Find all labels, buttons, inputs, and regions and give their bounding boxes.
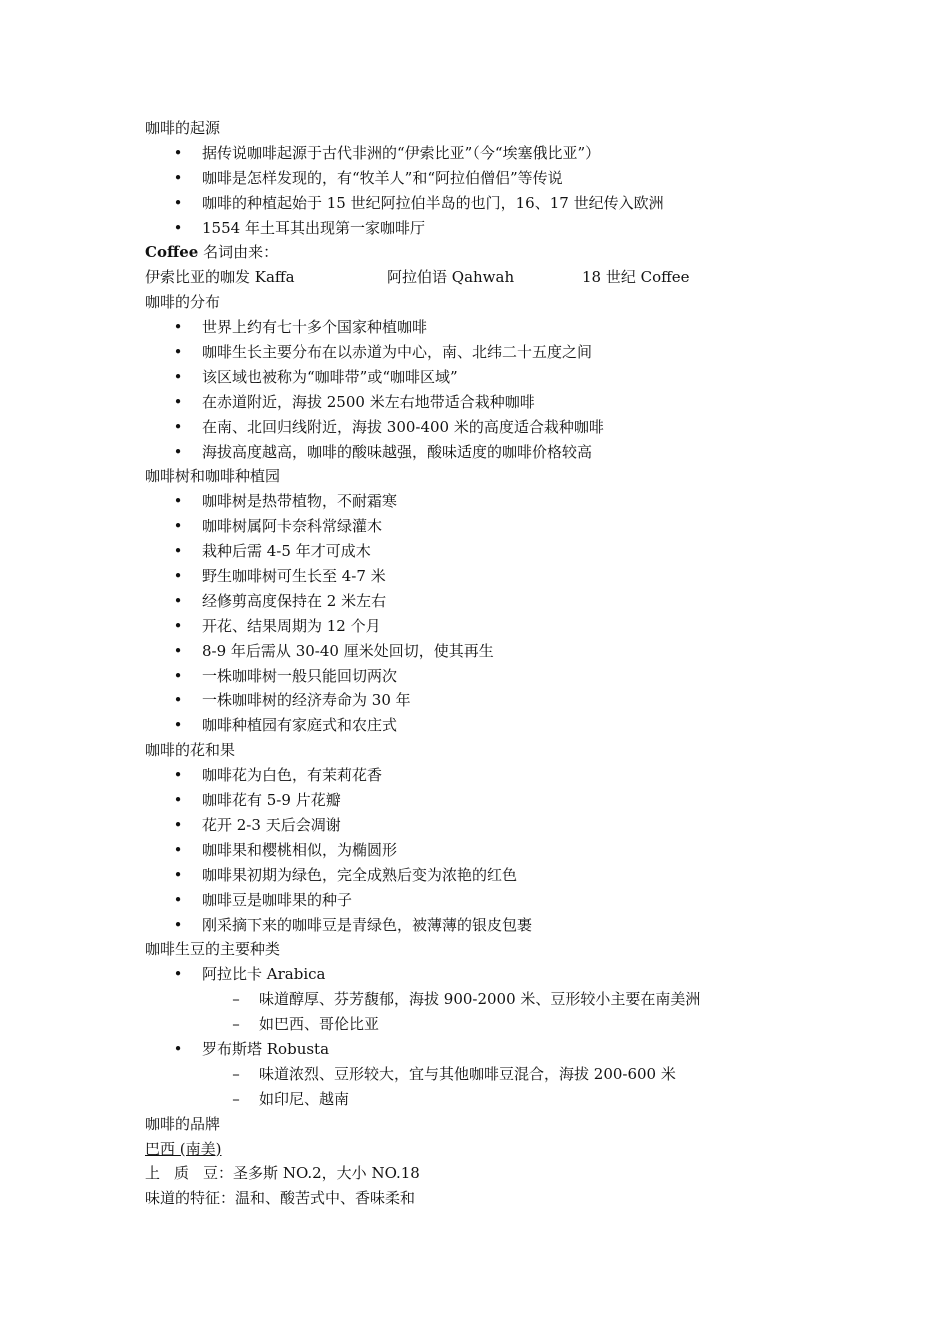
list-item: • 咖啡树属阿卡奈科常绿灌木: [145, 514, 845, 539]
bullet-icon: •: [173, 691, 183, 710]
document-page: [145, 116, 845, 1211]
bullet-icon: •: [173, 193, 183, 212]
bullet-icon: •: [173, 417, 183, 436]
bullet-icon: •: [173, 318, 183, 337]
list-item: • 咖啡果初期为绿色，完全成熟后变为浓艳的红色: [145, 863, 845, 888]
list-item: • 一株咖啡树的经济寿命为 30 年: [145, 688, 845, 713]
list-item: • 在南、北回归线附近，海拔 300-400 米的高度适合栽种咖啡: [145, 415, 845, 440]
section-title-origin: 咖啡的起源: [145, 119, 221, 137]
bullet-icon: •: [173, 343, 183, 362]
bullet-icon: •: [173, 218, 183, 237]
list-item: • 该区域也被称为“咖啡带”或“咖啡区域”: [145, 365, 845, 390]
bullet-icon: •: [173, 666, 183, 685]
list-item: • 世界上约有七十多个国家种植咖啡: [145, 315, 845, 340]
dash-icon: –: [232, 990, 240, 1009]
list-item: • 花开 2-3 天后会凋谢: [145, 813, 845, 838]
coffee-etymology-row: [145, 265, 845, 290]
list-item: • 咖啡的种植起始于 15 世纪阿拉伯半岛的也门，16、17 世纪传入欧洲: [145, 191, 845, 216]
bullet-icon: •: [173, 815, 183, 834]
sub-list-item: – 味道浓烈、豆形较大，宜与其他咖啡豆混合，海拔 200-600 米: [145, 1062, 845, 1087]
bullet-icon: •: [173, 143, 183, 162]
taste-characteristics-line: 味道的特征：温和、酸苦式中、香味柔和: [145, 1189, 416, 1208]
list-item: • 咖啡是怎样发现的，有“牧羊人”和“阿拉伯僧侣”等传说: [145, 166, 845, 191]
bullet-icon: •: [173, 367, 183, 386]
list-item: • 据传说咖啡起源于古代非洲的“伊索比亚”（今“埃塞俄比亚”）: [145, 141, 845, 166]
list-item: • 在赤道附近，海拔 2500 米左右地带适合栽种咖啡: [145, 390, 845, 415]
list-item-arabica: • 阿拉比卡 Arabica: [145, 962, 845, 987]
list-item: • 海拔高度越高，咖啡的酸味越强，酸味适度的咖啡价格较高: [145, 440, 845, 465]
bullet-icon: •: [173, 542, 183, 561]
bullet-icon: •: [173, 517, 183, 536]
list-item: • 8-9 年后需从 30-40 厘米处回切，使其再生: [145, 639, 845, 664]
bullet-icon: •: [173, 616, 183, 635]
bullet-icon: •: [173, 392, 183, 411]
dash-icon: –: [232, 1089, 240, 1108]
bullet-icon: •: [173, 766, 183, 785]
dash-icon: –: [232, 1064, 240, 1083]
bullet-icon: •: [173, 492, 183, 511]
section-title-bean-types: 咖啡生豆的主要种类: [145, 940, 281, 959]
list-item: • 1554 年土耳其出现第一家咖啡厅: [145, 216, 845, 241]
list-item: • 咖啡花为白色，有茉莉花香: [145, 763, 845, 788]
etymology-coffee: 18 世纪 Coffee: [582, 268, 690, 287]
bullet-icon: •: [173, 168, 183, 187]
section-title-flowers-fruit: 咖啡的花和果: [145, 741, 236, 760]
section-title-brands: 咖啡的品牌: [145, 1114, 221, 1133]
list-item: • 栽种后需 4-5 年才可成木: [145, 539, 845, 564]
bullet-icon: •: [173, 1039, 183, 1058]
bullet-icon: •: [173, 591, 183, 610]
sub-list-item: – 如印尼、越南: [145, 1087, 845, 1112]
bullet-icon: •: [173, 791, 183, 810]
bullet-icon: •: [173, 915, 183, 934]
bullet-icon: •: [173, 442, 183, 461]
list-item: • 刚采摘下来的咖啡豆是青绿色，被薄薄的银皮包裹: [145, 913, 845, 938]
dash-icon: –: [232, 1015, 240, 1034]
list-item: • 咖啡生长主要分布在以赤道为中心，南、北纬二十五度之间: [145, 340, 845, 365]
quality-beans-line: 上 质 豆：圣多斯 NO.2，大小 NO.18: [145, 1164, 420, 1183]
bullet-icon: •: [173, 716, 183, 735]
bullet-icon: •: [173, 865, 183, 884]
list-item: • 咖啡花有 5-9 片花瓣: [145, 788, 845, 813]
brand-brazil-heading: 巴西 (南美): [145, 1139, 222, 1158]
bullet-icon: •: [173, 965, 183, 984]
etymology-qahwah: 阿拉伯语 Qahwah: [387, 268, 515, 287]
list-item-robusta: • 罗布斯塔 Robusta: [145, 1037, 845, 1062]
list-item: • 野生咖啡树可生长至 4-7 米: [145, 564, 845, 589]
coffee-etymology-heading: Coffee 名词由来：: [145, 243, 279, 262]
list-item: • 咖啡豆是咖啡果的种子: [145, 888, 845, 913]
sub-list-item: – 如巴西、哥伦比亚: [145, 1012, 845, 1037]
list-item: • 咖啡果和樱桃相似，为椭圆形: [145, 838, 845, 863]
bullet-icon: •: [173, 641, 183, 660]
sub-list-item: – 味道醇厚、芬芳馥郁，海拔 900-2000 米、豆形较小主要在南美洲: [145, 987, 845, 1012]
section-title-trees: 咖啡树和咖啡种植园: [145, 467, 281, 486]
bullet-icon: •: [173, 890, 183, 909]
bullet-icon: •: [173, 567, 183, 586]
list-item: • 经修剪高度保持在 2 米左右: [145, 589, 845, 614]
list-item: • 开花、结果周期为 12 个月: [145, 614, 845, 639]
bullet-icon: •: [173, 840, 183, 859]
list-item: • 咖啡树是热带植物，不耐霜寒: [145, 489, 845, 514]
list-item: • 咖啡种植园有家庭式和农庄式: [145, 713, 845, 738]
list-item: • 一株咖啡树一般只能回切两次: [145, 664, 845, 689]
section-title-distribution: 咖啡的分布: [145, 293, 221, 312]
etymology-kaffa: 伊索比亚的咖发 Kaffa: [145, 268, 295, 287]
